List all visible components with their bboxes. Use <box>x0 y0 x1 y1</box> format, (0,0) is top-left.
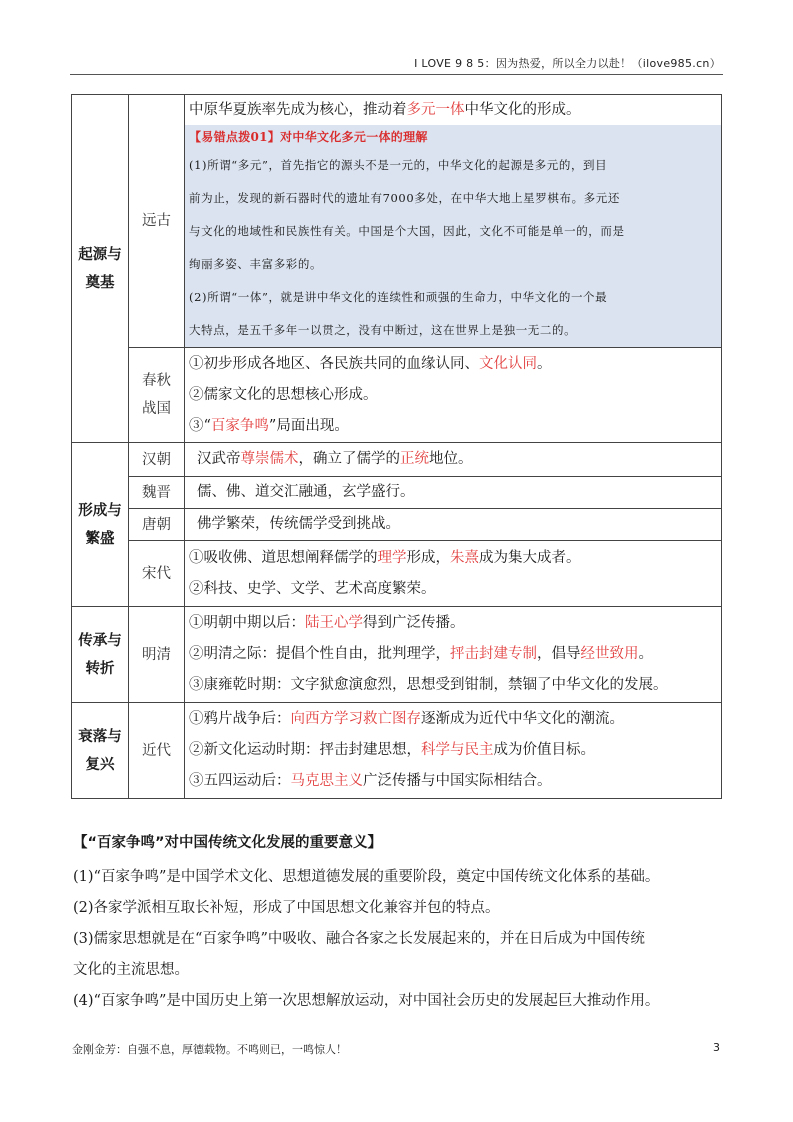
content-song <box>185 541 722 607</box>
page-header: I LOVE 9 8 5：因为热爱，所以全力以赴！（ilove985.cn） <box>414 57 721 70</box>
era-label: 复兴 <box>85 756 115 773</box>
content-line <box>189 608 717 639</box>
table-row <box>72 509 722 541</box>
highlight-term: 科学与民主 <box>421 742 494 758</box>
section-title: 【“百家争鸣”对中国传统文化发展的重要意义】 <box>73 835 383 851</box>
highlight-term: 陆王心学 <box>305 615 363 631</box>
period-jindai: 近代 <box>129 703 185 799</box>
highlight-term: 多元一体 <box>406 102 465 118</box>
tip-line: 前为止，发现的新石器时代的遗址有7000多处，在中华大地上星罗棋布。多元还 <box>189 191 620 205</box>
paragraph: (3)儒家思想就是在“百家争鸣”中吸收、融合各家之长发展起来的，并在日后成为中国传统 <box>73 931 645 947</box>
text: ①吸收佛、道思想阐释儒学的 <box>189 549 378 566</box>
text: 成为价值目标。 <box>493 742 595 758</box>
text: 中华文化的形成。 <box>464 102 581 118</box>
tip-line: (1)所谓“多元”，首先指它的源头不是一元的，中华文化的起源是多元的，到目 <box>189 158 608 172</box>
content-line <box>189 411 717 442</box>
content-line <box>189 766 717 797</box>
table-row <box>72 541 722 607</box>
content-line: 儒、佛、道交汇融通，玄学盛行。 <box>197 484 415 500</box>
text: 中原华夏族率先成为核心，推动着 <box>189 102 407 118</box>
content-line <box>189 543 717 574</box>
text: 汉武帝 <box>197 451 241 467</box>
tip-line: 大特点，是五千多年一以贯之，没有中断过，这在世界上是独一无二的。 <box>189 323 577 337</box>
era-label: 奠基 <box>85 274 115 291</box>
period-yuangu: 远古 <box>129 95 185 348</box>
content-line <box>189 444 717 475</box>
text: 得到广泛传播。 <box>363 615 465 631</box>
highlight-term: 文化认同 <box>479 355 537 372</box>
text: ③“ <box>189 417 211 434</box>
era-label: 转折 <box>85 660 115 677</box>
era-origin <box>72 95 129 443</box>
content-tang <box>185 509 722 541</box>
content-line <box>189 639 717 670</box>
highlight-term: 抨击封建专制 <box>450 646 537 662</box>
paragraph: 文化的主流思想。 <box>73 962 189 978</box>
text: 。 <box>537 355 552 372</box>
text: ③五四运动后： <box>189 773 291 789</box>
highlight-term: 马克思主义 <box>290 773 363 789</box>
tip-line: (2)所谓“一体”，就是讲中华文化的连续性和顽强的生命力，中华文化的一个最 <box>189 290 608 304</box>
text: ”局面出现。 <box>268 417 349 434</box>
era-flourish <box>72 443 129 607</box>
table-row <box>72 443 722 477</box>
table-row <box>72 348 722 443</box>
content-jindai <box>185 703 722 799</box>
period-chunqiu <box>129 348 185 443</box>
content-line: ③康雍乾时期：文字狱愈演愈烈，思想受到钳制，禁锢了中华文化的发展。 <box>189 677 668 693</box>
highlight-term: 经世致用 <box>580 646 639 662</box>
table-row <box>72 607 722 703</box>
text: 形成， <box>406 549 450 566</box>
highlight-term: 理学 <box>377 549 407 566</box>
text: 逐渐成为近代中华文化的潮流。 <box>421 711 624 727</box>
content-line: 佛学繁荣，传统儒学受到挑战。 <box>197 516 400 532</box>
table-row <box>72 703 722 799</box>
content-han <box>185 443 722 477</box>
highlight-term: 朱熹 <box>450 549 479 566</box>
period-label: 战国 <box>142 401 171 417</box>
content-mingqing <box>185 607 722 703</box>
highlight-term: 向西方学习救亡图存 <box>290 711 421 727</box>
content-weijin <box>185 477 722 509</box>
era-label: 起源与 <box>78 246 122 263</box>
paragraph: (1)“百家争鸣”是中国学术文化、思想道德发展的重要阶段，奠定中国传统文化体系的基础。 <box>73 869 660 885</box>
text: ，倡导 <box>537 646 581 662</box>
text: ①初步形成各地区、各民族共同的血缘认同、 <box>189 355 479 372</box>
text: ，确立了儒学的 <box>298 451 400 467</box>
text: 广泛传播与中国实际相结合。 <box>363 773 552 789</box>
error-tip-box <box>185 125 721 347</box>
era-label: 繁盛 <box>85 530 115 547</box>
period-song: 宋代 <box>129 541 185 607</box>
paragraph: (4)“百家争鸣”是中国历史上第一次思想解放运动，对中国社会历史的发展起巨大推动作用。 <box>73 993 660 1009</box>
era-transition <box>72 607 129 703</box>
culture-history-table <box>71 94 722 799</box>
table-row <box>72 95 722 348</box>
period-label: 春秋 <box>142 373 171 389</box>
content-line: ②儒家文化的思想核心形成。 <box>189 386 378 403</box>
text: 成为集大成者。 <box>479 549 581 566</box>
text: 。 <box>638 646 653 662</box>
text: ①鸦片战争后： <box>189 711 291 727</box>
period-weijin: 魏晋 <box>129 477 185 509</box>
page-number: 3 <box>713 1041 720 1054</box>
period-mingqing: 明清 <box>129 607 185 703</box>
paragraph: (2)各家学派相互取长补短，形成了中国思想文化兼容并包的特点。 <box>73 900 500 916</box>
header-divider <box>70 74 723 75</box>
content-line <box>189 704 717 735</box>
footer-motto: 金刚金芳：自强不息，厚德载物。不鸣则已，一鸣惊人！ <box>72 1043 347 1056</box>
era-label: 传承与 <box>78 632 122 649</box>
text: 地位。 <box>429 451 473 467</box>
content-yuangu <box>185 95 722 348</box>
significance-section <box>73 832 733 1017</box>
period-han: 汉朝 <box>129 443 185 477</box>
content-line: ②科技、史学、文学、艺术高度繁荣。 <box>189 580 436 597</box>
text: ①明朝中期以后： <box>189 615 305 631</box>
era-label: 形成与 <box>78 502 122 519</box>
content-line <box>189 349 717 380</box>
tip-line: 绚丽多姿、丰富多彩的。 <box>189 257 323 271</box>
era-revival <box>72 703 129 799</box>
text: ②明清之际：提倡个性自由，批判理学， <box>189 646 450 662</box>
text: ②新文化运动时期：抨击封建思想， <box>189 742 421 758</box>
highlight-term: 正统 <box>400 451 429 467</box>
content-line <box>189 735 717 766</box>
tip-title: 【易错点拨01】对中华文化多元一体的理解 <box>189 130 428 144</box>
period-tang: 唐朝 <box>129 509 185 541</box>
tip-line: 与文化的地域性和民族性有关。中国是个大国，因此，文化不可能是单一的，而是 <box>189 224 625 238</box>
content-line <box>189 95 717 125</box>
highlight-term: 尊崇儒术 <box>240 451 299 467</box>
era-label: 衰落与 <box>78 728 122 745</box>
content-chunqiu <box>185 348 722 443</box>
table-row <box>72 477 722 509</box>
highlight-term: 百家争鸣 <box>210 417 269 434</box>
